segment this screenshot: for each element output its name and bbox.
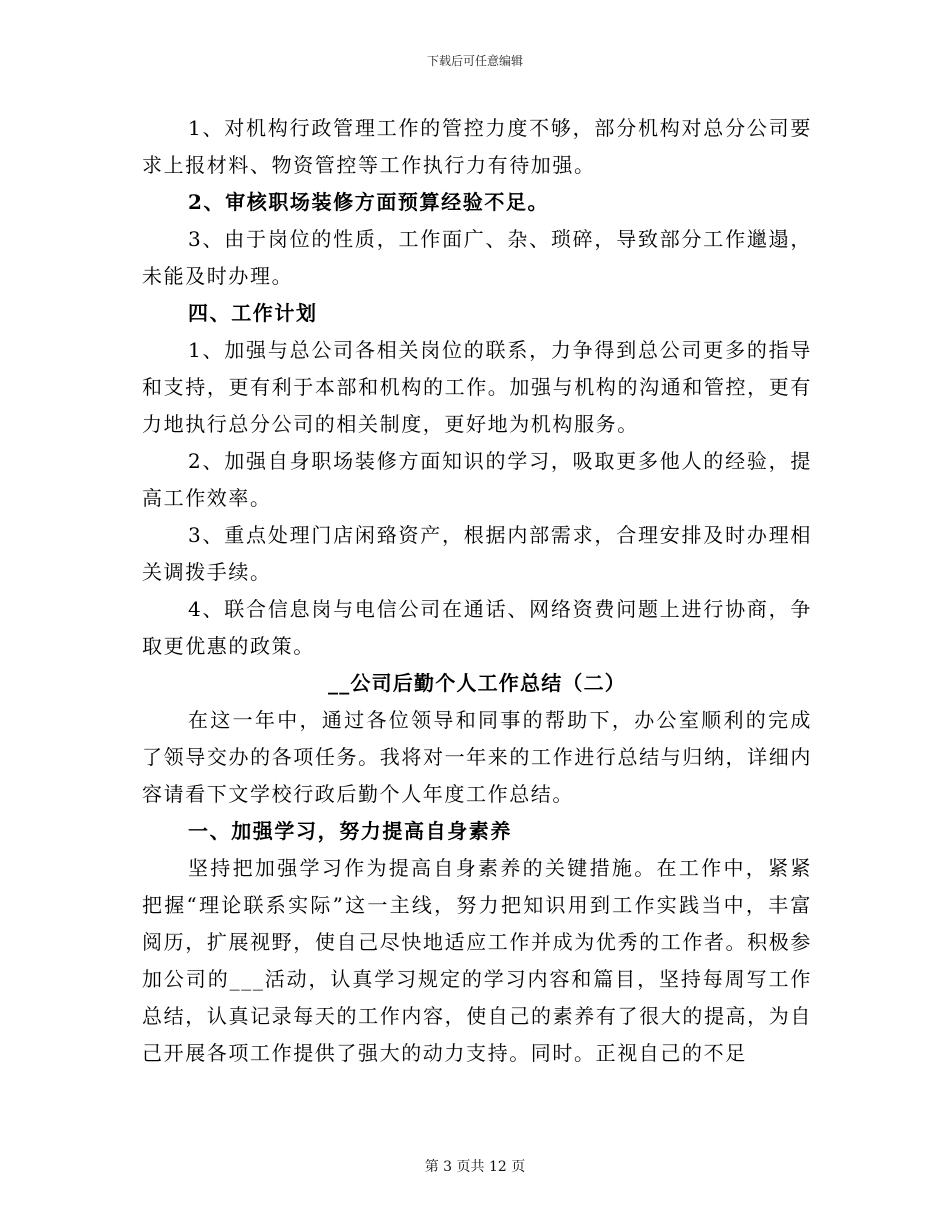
document-body <box>142 110 812 1072</box>
paragraph-1: 1、对机构行政管理工作的管控力度不够，部分机构对总分公司要求上报材料、物资管控等工作执行力有待加强。 <box>142 116 812 177</box>
paragraph-plan-2: 2、加强自身职场装修方面知识的学习，吸取更多他人的经验，提高工作效率。 <box>142 449 812 510</box>
paragraph-plan-1: 1、加强与总公司各相关岗位的联系，力争得到总公司更多的指导和支持，更有利于本部和机构的工作。加强与机构的沟通和管控，更有力地执行总分公司的相关制度，更好地为机构服务。 <box>142 338 812 436</box>
paragraph-study: 坚持把加强学习作为提高自身素养的关键措施。在工作中，紧紧把握“理论联系实际”这一主线，努力把知识用到工作实践当中，丰富阅历，扩展视野，使自己尽快地适应工作并成为优秀的工作者。积极参加公司的___活动，认真学习规定的学习内容和篇目，坚持每周写工作总结，认真记录每天的工作内容，使自己的素养有了很大的提高，为自己开展各项工作提供了强大的动力支持。同时。正视自己的不足 <box>142 856 812 1065</box>
document-title-part-two: __公司后勤个人工作总结（二） <box>328 671 626 695</box>
page-header: 下载后可任意编辑 <box>426 54 523 68</box>
paragraph-intro: 在这一年中，通过各位领导和同事的帮助下，办公室顺利的完成了领导交办的各项任务。我将对一年来的工作进行总结与归纳，详细内容请看下文学校行政后勤个人年度工作总结。 <box>142 708 812 806</box>
section-heading-work-plan: 四、工作计划 <box>188 301 318 325</box>
paragraph-2-bold: 2、审核职场装修方面预算经验不足。 <box>188 190 550 214</box>
section-heading-study: 一、加强学习，努力提高自身素养 <box>188 819 512 843</box>
paragraph-plan-4: 4、联合信息岗与电信公司在通话、网络资费问题上进行协商，争取更优惠的政策。 <box>142 597 812 658</box>
paragraph-3: 3、由于岗位的性质，工作面广、杂、琐碎，导致部分工作邋遢，未能及时办理。 <box>142 227 812 288</box>
paragraph-plan-3: 3、重点处理门店闲臵资产，根据内部需求，合理安排及时办理相关调拨手续。 <box>142 523 812 584</box>
page-footer: 第 3 页共 12 页 <box>424 1159 526 1175</box>
